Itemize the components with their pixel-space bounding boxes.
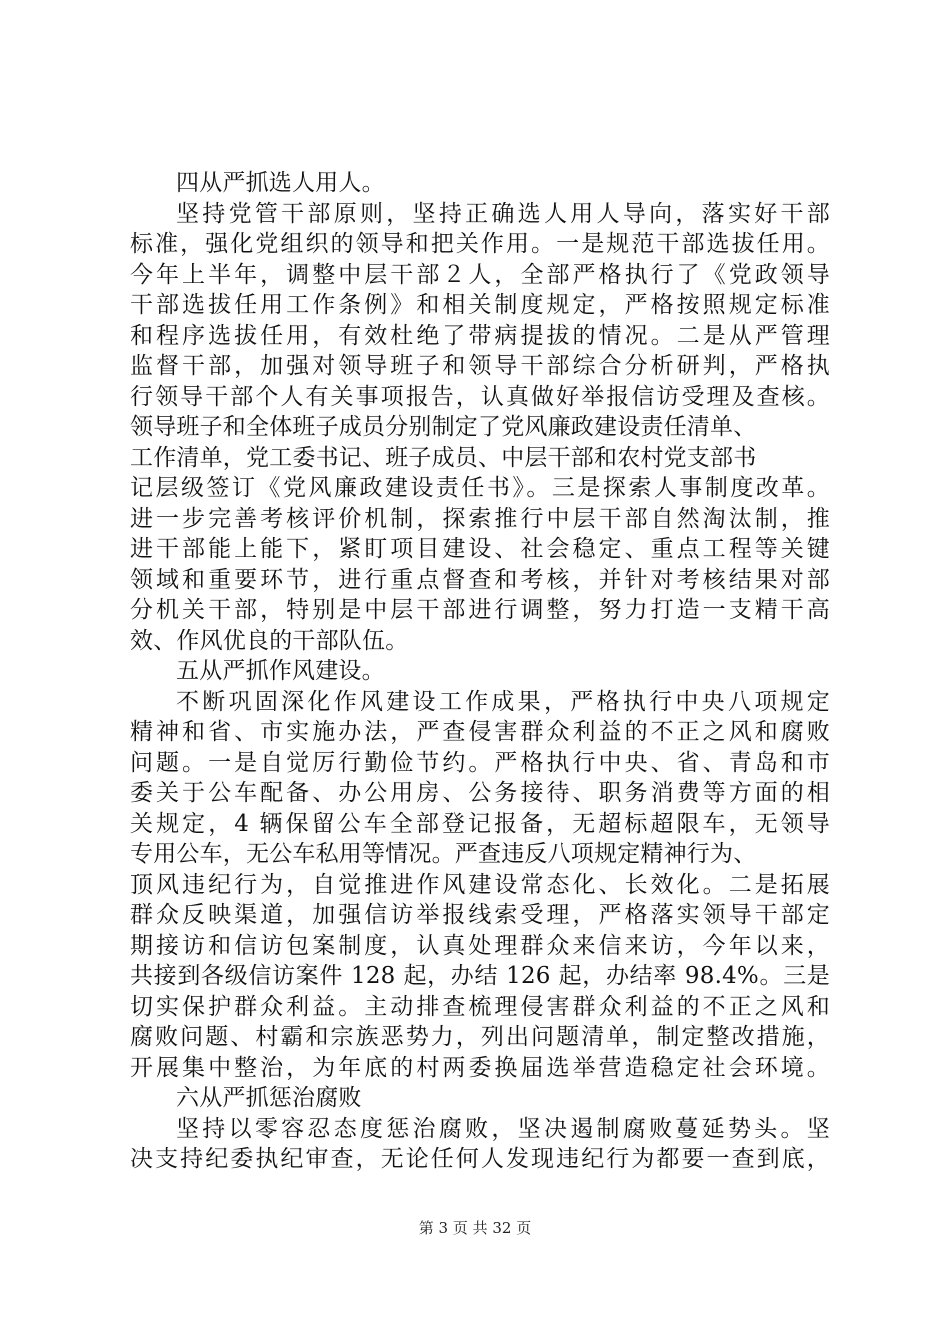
text-line: 标准，强化党组织的领导和把关作用。一是规范干部选拔任用。	[130, 231, 830, 257]
text-line: 进一步完善考核评价机制，探索推行中层干部自然淘汰制，推	[130, 505, 830, 532]
text-line: 委关于公车配备、办公用房、公务接待、职务消费等方面的相	[130, 780, 830, 806]
text-line: 坚持党管干部原则，坚持正确选人用人导向，落实好干部	[176, 200, 830, 227]
text-line: 决支持纪委执纪审查，无论任何人发现违纪行为都要一查到底，	[130, 1146, 830, 1172]
text-line: 记层级签订《党风廉政建设责任书》。三是探索人事制度改革。	[130, 475, 830, 501]
page-footer	[0, 1217, 950, 1238]
document-body	[130, 168, 830, 1175]
text-line: 效、作风优良的干部队伍。	[130, 627, 409, 654]
text-line: 期接访和信访包案制度，认真处理群众来信来访，今年以来，	[130, 932, 830, 959]
text-line: 专用公车，无公车私用等情况。严查违反八项规定精神行为、	[130, 841, 757, 867]
text-line: 进干部能上能下，紧盯项目建设、社会稳定、重点工程等关键	[130, 536, 830, 562]
text-line: 四从严抓选人用人。	[176, 170, 385, 196]
text-line: 顶风违纪行为，自觉推进作风建设常态化、长效化。二是拓展	[130, 871, 830, 898]
text-line: 问题。一是自觉厉行勤俭节约。严格执行中央、省、青岛和市	[130, 749, 830, 776]
text-line: 切实保护群众利益。主动排查梳理侵害群众利益的不正之风和	[130, 993, 830, 1020]
text-line: 六从严抓惩治腐败	[176, 1085, 362, 1111]
text-line: 共接到各级信访案件 128 起，办结 126 起，办结率 98.4%。三是	[130, 963, 830, 989]
text-line: 工作清单，党工委书记、班子成员、中层干部和农村党支部书	[130, 444, 757, 471]
text-line: 关规定，4 辆保留公车全部登记报备，无超标超限车，无领导	[130, 810, 830, 837]
text-line: 行领导干部个人有关事项报告，认真做好举报信访受理及查核。	[130, 383, 830, 410]
text-line: 领域和重要环节，进行重点督查和考核，并针对考核结果对部	[130, 566, 830, 593]
text-line: 精神和省、市实施办法，严查侵害群众利益的不正之风和腐败	[130, 719, 830, 745]
text-line: 今年上半年，调整中层干部２人，全部严格执行了《党政领导	[130, 261, 830, 288]
text-line: 干部选拔任用工作条例》和相关制度规定，严格按照规定标准	[130, 292, 830, 318]
text-line: 和程序选拔任用，有效杜绝了带病提拔的情况。二是从严管理	[130, 322, 830, 349]
text-line: 监督干部，加强对领导班子和领导干部综合分析研判，严格执	[130, 353, 830, 379]
text-line: 分机关干部，特别是中层干部进行调整，努力打造一支精干高	[130, 597, 830, 623]
text-line: 群众反映渠道，加强信访举报线索受理，严格落实领导干部定	[130, 902, 830, 928]
text-line: 腐败问题、村霸和宗族恶势力，列出问题清单，制定整改措施，	[130, 1024, 830, 1050]
text-line: 不断巩固深化作风建设工作成果，严格执行中央八项规定	[176, 688, 830, 715]
text-line: 五从严抓作风建设。	[176, 658, 385, 684]
text-line: 开展集中整治，为年底的村两委换届选举营造稳定社会环境。	[130, 1054, 830, 1081]
page-number: 第 3 页 共 32 页	[418, 1219, 532, 1237]
text-line: 领导班子和全体班子成员分别制定了党风廉政建设责任清单、	[130, 414, 757, 440]
text-line: 坚持以零容忍态度惩治腐败，坚决遏制腐败蔓延势头。坚	[176, 1115, 830, 1142]
